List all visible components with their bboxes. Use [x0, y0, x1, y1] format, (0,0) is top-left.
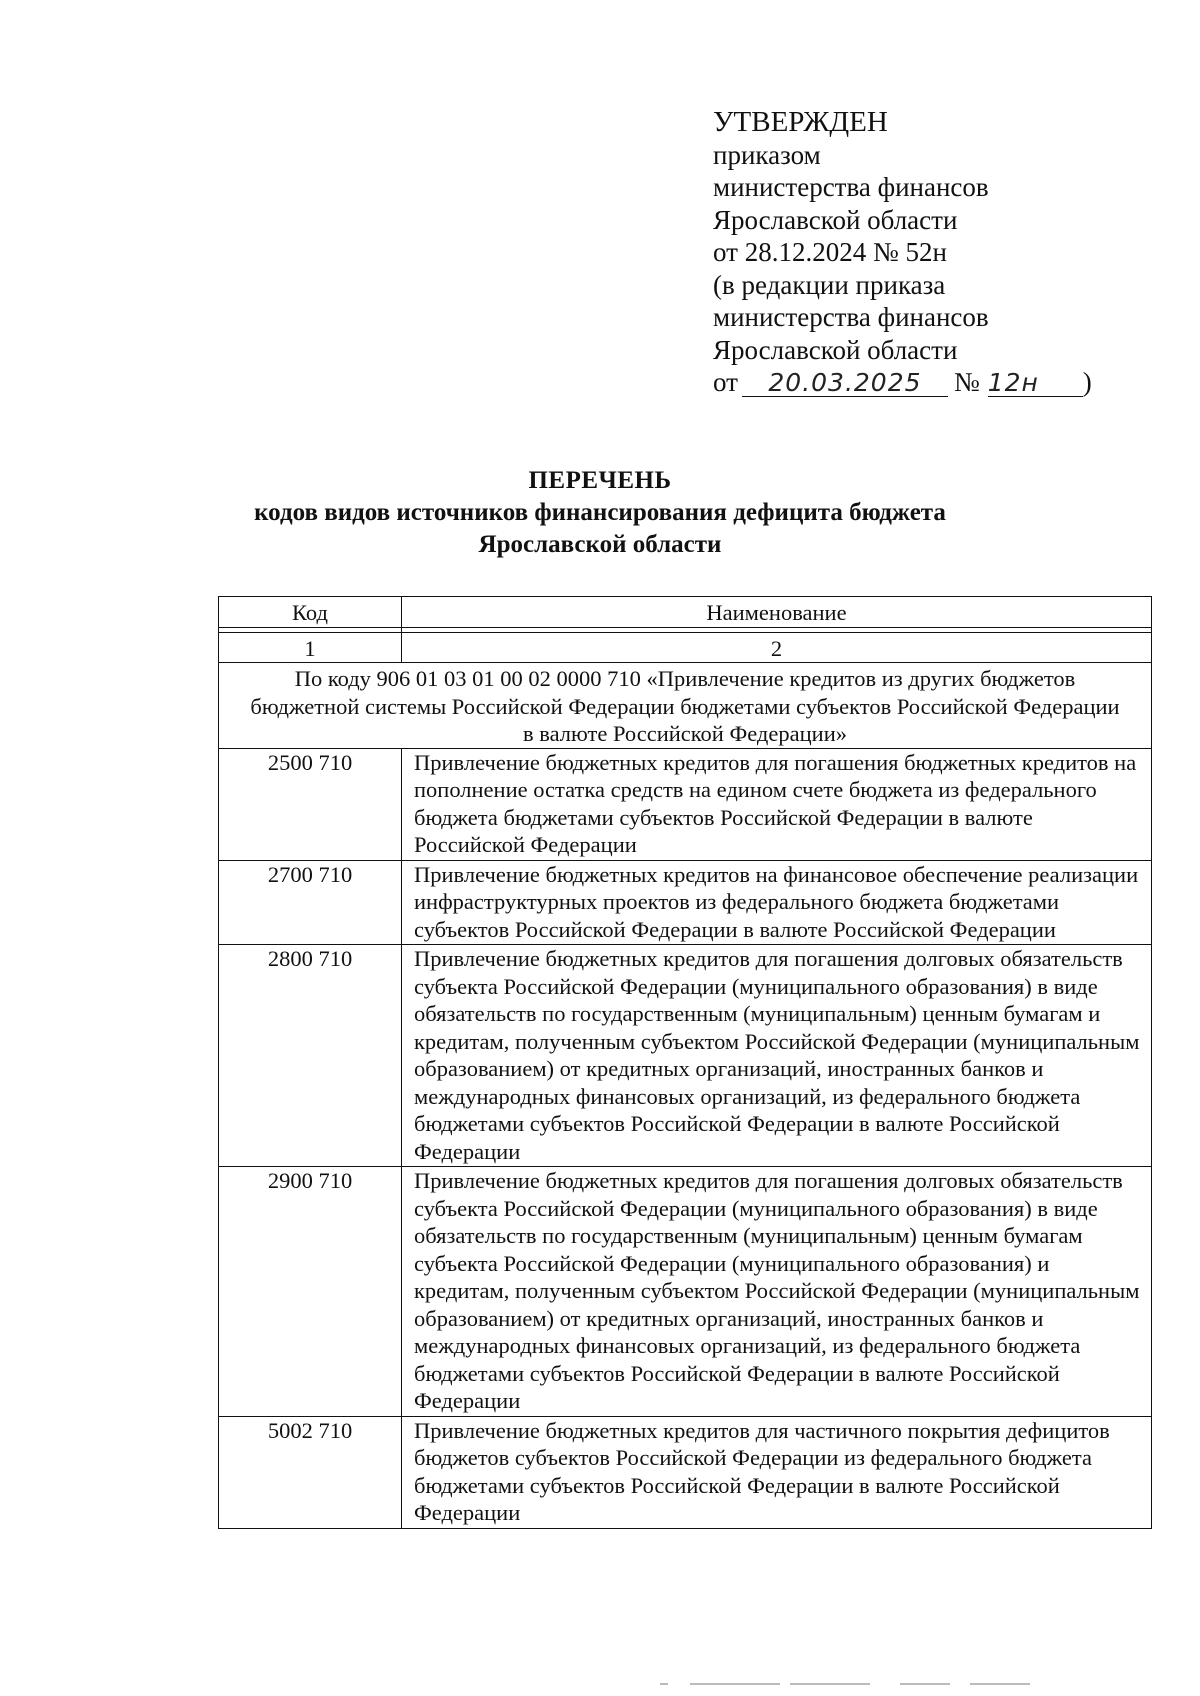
title-line-2: кодов видов источников финансирования дефицита бюджета — [254, 499, 946, 526]
from-prefix: от — [713, 367, 738, 397]
handwritten-date: 20.03.2025 — [742, 370, 948, 397]
approval-line: Ярославской области — [713, 334, 958, 365]
amendment-date-line — [713, 366, 1092, 399]
row-name: Привлечение бюджетных кредитов для погашения бюджетных кредитов на пополнение остатка средств на едином счете бюджета из федерального бюджета бюджетами субъектов Российской Федерации в валюте Российской Федерации — [402, 748, 1152, 860]
approval-line: приказом — [713, 139, 821, 170]
close-paren: ) — [1082, 367, 1092, 397]
row-name: Привлечение бюджетных кредитов для частичного покрытия дефицитов бюджетов субъектов Российской Федерации из федерального бюджета бюджетами субъектов Российской Федерации в валюте Российской Федерации — [402, 1416, 1152, 1528]
codes-table — [218, 596, 1152, 1529]
scan-artifact — [660, 1683, 1040, 1687]
handwritten-number: 12н — [988, 370, 1083, 397]
table-row — [219, 945, 1152, 1167]
row-name: Привлечение бюджетных кредитов на финансовое обеспечение реализации инфраструктурных проектов из федерального бюджета бюджетами субъектов Российской Федерации в валюте Российской Федерации — [402, 860, 1152, 945]
table-row — [219, 1167, 1152, 1417]
row-name: Привлечение бюджетных кредитов для погашения долговых обязательств субъекта Российской Федерации (муниципального образования) в виде обязательств по государственным (муниципальным) ценным бумагам субъекта Российской Федерации (муниципального образования) и кредитам, полученным субъектом Российской Федерации (муниципальным образованием) от кредитных организаций, иностранных банков и международных финансовых организаций, из федерального бюджета бюджетами субъектов Российской Федерации в валюте Российской Федерации — [402, 1167, 1152, 1417]
title-line-1: ПЕРЕЧЕНЬ — [528, 467, 672, 494]
table-row — [219, 860, 1152, 945]
approval-line: (в редакции приказа — [713, 269, 946, 300]
number-sign: № — [953, 367, 980, 397]
table-row — [219, 1416, 1152, 1528]
approval-block — [713, 106, 1092, 399]
approval-line: Ярославской области — [713, 204, 958, 235]
column-header-name: Наименование — [402, 597, 1152, 628]
row-code: 5002 710 — [219, 1416, 402, 1528]
table-header-row — [219, 597, 1152, 628]
approval-line: от 28.12.2024 № 52н — [713, 237, 947, 267]
table-row — [219, 748, 1152, 860]
approval-line: министерства финансов — [713, 172, 989, 202]
row-name: Привлечение бюджетных кредитов для погашения долговых обязательств субъекта Российской Федерации (муниципального образования) в виде обязательств по государственным (муниципальным) ценным бумагам и кредитам, полученным субъектом Российской Федерации (муниципальным образованием) от кредитных организаций, иностранных банков и международных финансовых организаций, из федерального бюджета бюджетами субъектов Российской Федерации в валюте Российской Федерации — [402, 945, 1152, 1167]
document-title — [0, 465, 1200, 561]
title-line-3: Ярославской области — [478, 531, 722, 558]
column-header-code: Код — [219, 597, 402, 628]
group-row — [219, 663, 1152, 749]
column-number-name: 2 — [402, 632, 1152, 663]
group-heading: По коду 906 01 03 01 00 02 0000 710 «Привлечение кредитов из других бюджетов бюджетной системы Российской Федерации бюджетами субъектов Российской Федерации в валюте Российской Федерации» — [219, 663, 1152, 749]
column-number-code: 1 — [219, 632, 402, 663]
row-code: 2800 710 — [219, 945, 402, 1167]
row-code: 2700 710 — [219, 860, 402, 945]
approval-heading: УТВЕРЖДЕН — [713, 106, 888, 138]
row-code: 2500 710 — [219, 748, 402, 860]
approval-line: министерства финансов — [713, 302, 989, 332]
row-code: 2900 710 — [219, 1167, 402, 1417]
column-number-row — [219, 632, 1152, 663]
